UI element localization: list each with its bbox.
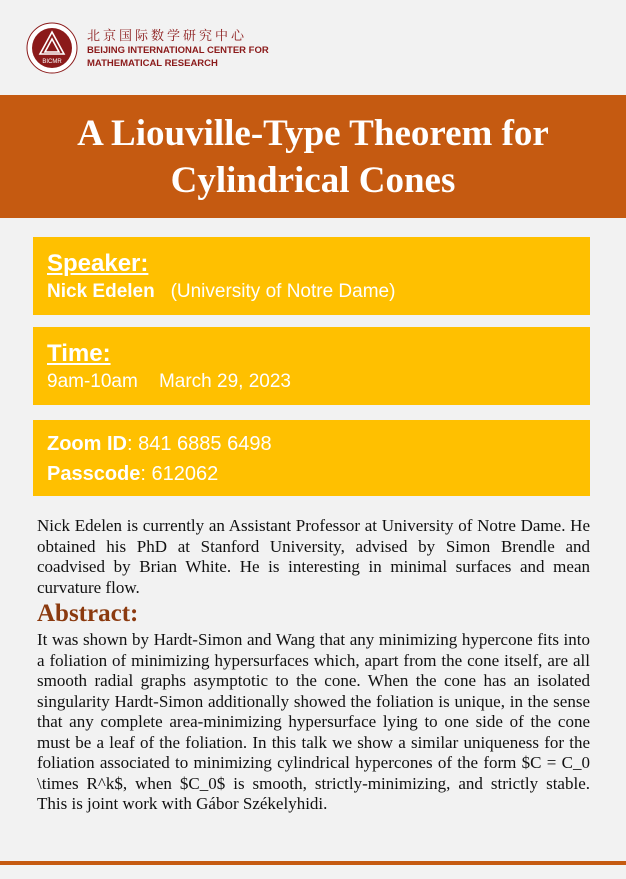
time-hours: 9am-10am [47, 371, 138, 392]
org-name-english [87, 44, 269, 70]
abstract-heading: Abstract: [37, 600, 139, 627]
zoom-box [33, 420, 590, 496]
speaker-affiliation: (University of Notre Dame) [170, 281, 396, 302]
zoom-id-value: : 841 6885 6498 [127, 433, 272, 455]
title-line1: A Liouville-Type Theorem for [77, 113, 549, 154]
speaker-box [33, 237, 590, 315]
svg-text:BICMR: BICMR [42, 59, 62, 65]
bottom-divider [0, 861, 626, 865]
speaker-bio: Nick Edelen is currently an Assistant Professor at University of Notre Dame. He obtained his PhD at Stanford University, advised by Simon Brendle and coadvised by Brian White. He is interesting in minimal surfaces and mean curvature flow. [37, 516, 590, 597]
title-line2: Cylindrical Cones [170, 160, 456, 201]
time-date: March 29, 2023 [158, 371, 291, 392]
org-en-line2: MATHEMATICAL RESEARCH [87, 58, 218, 69]
time-heading: Time: [47, 340, 111, 367]
title-banner [0, 95, 626, 218]
time-box [33, 327, 590, 405]
zoom-id-label: Zoom ID [47, 433, 127, 455]
passcode-value: : 612062 [140, 463, 219, 485]
org-name-chinese: 北京国际数学研究中心 [87, 29, 248, 44]
bicmr-logo [26, 22, 78, 74]
speaker-name: Nick Edelen [47, 281, 155, 302]
passcode-label: Passcode [47, 463, 141, 485]
speaker-heading: Speaker: [47, 250, 149, 277]
org-en-line1: BEIJING INTERNATIONAL CENTER FOR [87, 45, 269, 56]
abstract-text: It was shown by Hardt-Simon and Wang that any minimizing hypercone fits into a foliation of minimizing hypersurfaces which, apart from the cone itself, are all smooth radial graphs asymptotic to the cone. When the cone has an isolated singularity Hardt-Simon additionally showed the foliation is unique, in the sense that any complete area-minimizing hypersurface lying to one side of the cone must be a leaf of the foliation. In this talk we show a similar uniqueness for the foliation associated to minimizing cylindrical hypercones of the form $C = C_0 \times R^k$, when $C_0$ is smooth, strictly-minimizing, and strictly stable. This is joint work with Gábor Székelyhidi. [37, 630, 590, 813]
